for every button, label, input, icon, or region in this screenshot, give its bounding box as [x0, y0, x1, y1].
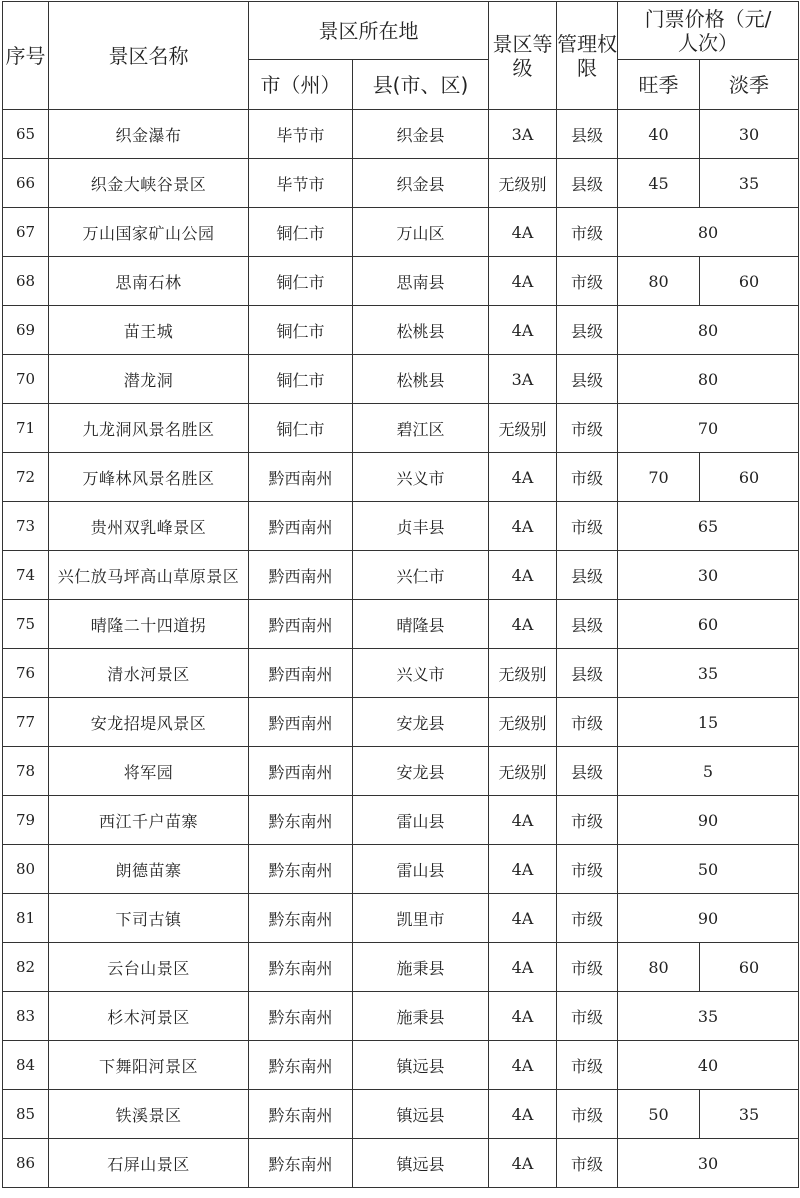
cell-price: 60 [618, 600, 799, 649]
cell-name: 将军园 [49, 747, 249, 796]
table-header [3, 2, 799, 110]
cell-county: 施秉县 [353, 943, 489, 992]
cell-name: 晴隆二十四道拐 [49, 600, 249, 649]
table-row [3, 502, 799, 551]
cell-county: 贞丰县 [353, 502, 489, 551]
cell-county: 凯里市 [353, 894, 489, 943]
cell-city: 黔东南州 [249, 1139, 353, 1188]
cell-city: 黔西南州 [249, 698, 353, 747]
cell-seq: 66 [3, 159, 49, 208]
cell-name: 思南石林 [49, 257, 249, 306]
table-row [3, 1139, 799, 1188]
cell-peak-price: 45 [618, 159, 700, 208]
cell-level: 4A [489, 796, 557, 845]
cell-city: 黔东南州 [249, 796, 353, 845]
table-row [3, 943, 799, 992]
cell-name: 西江千户苗寨 [49, 796, 249, 845]
table-row [3, 600, 799, 649]
header-seq: 序号 [3, 2, 49, 110]
cell-off-price: 35 [700, 1090, 799, 1139]
cell-seq: 71 [3, 404, 49, 453]
table-row [3, 1090, 799, 1139]
header-price: 门票价格（元/人次） [618, 2, 799, 60]
cell-name: 下舞阳河景区 [49, 1041, 249, 1090]
cell-name: 朗德苗寨 [49, 845, 249, 894]
table-row [3, 747, 799, 796]
cell-price: 50 [618, 845, 799, 894]
cell-level: 无级别 [489, 159, 557, 208]
cell-city: 黔西南州 [249, 453, 353, 502]
cell-city: 毕节市 [249, 110, 353, 159]
cell-seq: 68 [3, 257, 49, 306]
cell-authority: 市级 [557, 1090, 618, 1139]
table-row [3, 894, 799, 943]
table-row [3, 208, 799, 257]
cell-seq: 76 [3, 649, 49, 698]
cell-level: 4A [489, 208, 557, 257]
cell-level: 4A [489, 502, 557, 551]
cell-city: 黔西南州 [249, 502, 353, 551]
cell-city: 铜仁市 [249, 208, 353, 257]
cell-seq: 86 [3, 1139, 49, 1188]
cell-price: 30 [618, 1139, 799, 1188]
table-body [3, 110, 799, 1188]
cell-county: 雷山县 [353, 796, 489, 845]
cell-county: 织金县 [353, 110, 489, 159]
cell-authority: 县级 [557, 110, 618, 159]
header-authority: 管理权限 [557, 2, 618, 110]
table-row [3, 257, 799, 306]
cell-city: 铜仁市 [249, 355, 353, 404]
cell-seq: 81 [3, 894, 49, 943]
cell-level: 4A [489, 600, 557, 649]
cell-off-price: 60 [700, 257, 799, 306]
header-city: 市（州） [249, 60, 353, 110]
cell-name: 万山国家矿山公园 [49, 208, 249, 257]
cell-authority: 市级 [557, 698, 618, 747]
cell-price: 40 [618, 1041, 799, 1090]
cell-seq: 85 [3, 1090, 49, 1139]
cell-city: 铜仁市 [249, 404, 353, 453]
cell-county: 松桃县 [353, 355, 489, 404]
cell-level: 3A [489, 110, 557, 159]
header-county: 县(市、区) [353, 60, 489, 110]
cell-seq: 69 [3, 306, 49, 355]
cell-authority: 市级 [557, 502, 618, 551]
cell-seq: 73 [3, 502, 49, 551]
cell-county: 万山区 [353, 208, 489, 257]
cell-level: 无级别 [489, 649, 557, 698]
cell-seq: 65 [3, 110, 49, 159]
cell-county: 松桃县 [353, 306, 489, 355]
cell-name: 杉木河景区 [49, 992, 249, 1041]
cell-authority: 市级 [557, 1139, 618, 1188]
cell-level: 4A [489, 894, 557, 943]
cell-name: 云台山景区 [49, 943, 249, 992]
cell-authority: 县级 [557, 306, 618, 355]
cell-county: 织金县 [353, 159, 489, 208]
cell-price: 80 [618, 208, 799, 257]
cell-name: 织金瀑布 [49, 110, 249, 159]
cell-price: 65 [618, 502, 799, 551]
cell-name: 苗王城 [49, 306, 249, 355]
cell-price: 35 [618, 992, 799, 1041]
table-row [3, 306, 799, 355]
cell-price: 35 [618, 649, 799, 698]
cell-authority: 县级 [557, 747, 618, 796]
cell-level: 4A [489, 257, 557, 306]
cell-level: 4A [489, 1090, 557, 1139]
cell-price: 80 [618, 355, 799, 404]
cell-name: 石屏山景区 [49, 1139, 249, 1188]
cell-authority: 市级 [557, 943, 618, 992]
cell-name: 兴仁放马坪高山草原景区 [49, 551, 249, 600]
table-row [3, 649, 799, 698]
table-row [3, 453, 799, 502]
cell-level: 4A [489, 551, 557, 600]
cell-city: 黔西南州 [249, 600, 353, 649]
cell-price: 70 [618, 404, 799, 453]
cell-name: 潜龙洞 [49, 355, 249, 404]
cell-off-price: 35 [700, 159, 799, 208]
cell-city: 黔东南州 [249, 1041, 353, 1090]
cell-county: 安龙县 [353, 698, 489, 747]
cell-county: 雷山县 [353, 845, 489, 894]
cell-county: 兴义市 [353, 649, 489, 698]
cell-price: 5 [618, 747, 799, 796]
cell-off-price: 60 [700, 453, 799, 502]
cell-city: 黔东南州 [249, 845, 353, 894]
cell-price: 15 [618, 698, 799, 747]
header-off: 淡季 [700, 60, 799, 110]
cell-name: 织金大峡谷景区 [49, 159, 249, 208]
cell-seq: 75 [3, 600, 49, 649]
cell-seq: 82 [3, 943, 49, 992]
header-peak: 旺季 [618, 60, 700, 110]
cell-level: 4A [489, 845, 557, 894]
cell-authority: 市级 [557, 257, 618, 306]
header-name: 景区名称 [49, 2, 249, 110]
table-row [3, 110, 799, 159]
table-row [3, 698, 799, 747]
cell-level: 4A [489, 1041, 557, 1090]
cell-authority: 县级 [557, 649, 618, 698]
cell-level: 无级别 [489, 747, 557, 796]
cell-city: 毕节市 [249, 159, 353, 208]
table-row [3, 845, 799, 894]
cell-city: 铜仁市 [249, 306, 353, 355]
cell-name: 九龙洞风景名胜区 [49, 404, 249, 453]
table-row [3, 1041, 799, 1090]
cell-authority: 市级 [557, 453, 618, 502]
cell-name: 清水河景区 [49, 649, 249, 698]
cell-peak-price: 80 [618, 943, 700, 992]
table-row [3, 551, 799, 600]
cell-level: 3A [489, 355, 557, 404]
cell-name: 万峰林风景名胜区 [49, 453, 249, 502]
cell-level: 4A [489, 1139, 557, 1188]
cell-name: 贵州双乳峰景区 [49, 502, 249, 551]
table-row [3, 992, 799, 1041]
cell-off-price: 60 [700, 943, 799, 992]
cell-seq: 83 [3, 992, 49, 1041]
cell-county: 兴义市 [353, 453, 489, 502]
cell-price: 30 [618, 551, 799, 600]
cell-peak-price: 50 [618, 1090, 700, 1139]
cell-city: 铜仁市 [249, 257, 353, 306]
cell-authority: 县级 [557, 600, 618, 649]
header-level: 景区等级 [489, 2, 557, 110]
cell-price: 90 [618, 894, 799, 943]
cell-county: 镇远县 [353, 1090, 489, 1139]
cell-seq: 78 [3, 747, 49, 796]
cell-seq: 72 [3, 453, 49, 502]
cell-county: 晴隆县 [353, 600, 489, 649]
cell-city: 黔东南州 [249, 1090, 353, 1139]
cell-seq: 84 [3, 1041, 49, 1090]
cell-peak-price: 80 [618, 257, 700, 306]
cell-level: 4A [489, 453, 557, 502]
cell-price: 80 [618, 306, 799, 355]
cell-authority: 市级 [557, 992, 618, 1041]
cell-authority: 市级 [557, 1041, 618, 1090]
cell-county: 思南县 [353, 257, 489, 306]
table-row [3, 796, 799, 845]
cell-city: 黔西南州 [249, 551, 353, 600]
header-location: 景区所在地 [249, 2, 489, 60]
cell-authority: 市级 [557, 404, 618, 453]
cell-peak-price: 40 [618, 110, 700, 159]
cell-level: 4A [489, 943, 557, 992]
cell-level: 无级别 [489, 404, 557, 453]
cell-name: 铁溪景区 [49, 1090, 249, 1139]
cell-seq: 80 [3, 845, 49, 894]
cell-level: 4A [489, 306, 557, 355]
cell-county: 碧江区 [353, 404, 489, 453]
table-row [3, 355, 799, 404]
cell-authority: 县级 [557, 355, 618, 404]
cell-authority: 市级 [557, 894, 618, 943]
cell-authority: 市级 [557, 796, 618, 845]
cell-name: 安龙招堤风景区 [49, 698, 249, 747]
cell-authority: 市级 [557, 845, 618, 894]
cell-county: 安龙县 [353, 747, 489, 796]
cell-city: 黔东南州 [249, 894, 353, 943]
cell-seq: 77 [3, 698, 49, 747]
cell-price: 90 [618, 796, 799, 845]
cell-off-price: 30 [700, 110, 799, 159]
cell-level: 4A [489, 992, 557, 1041]
cell-peak-price: 70 [618, 453, 700, 502]
cell-seq: 79 [3, 796, 49, 845]
cell-authority: 县级 [557, 551, 618, 600]
cell-county: 镇远县 [353, 1041, 489, 1090]
cell-county: 施秉县 [353, 992, 489, 1041]
table-row [3, 159, 799, 208]
cell-county: 镇远县 [353, 1139, 489, 1188]
cell-city: 黔西南州 [249, 747, 353, 796]
cell-city: 黔东南州 [249, 992, 353, 1041]
cell-county: 兴仁市 [353, 551, 489, 600]
cell-level: 无级别 [489, 698, 557, 747]
scenic-spots-price-table [2, 1, 799, 1188]
cell-authority: 县级 [557, 159, 618, 208]
cell-seq: 70 [3, 355, 49, 404]
cell-city: 黔东南州 [249, 943, 353, 992]
cell-authority: 市级 [557, 208, 618, 257]
cell-city: 黔西南州 [249, 649, 353, 698]
table-row [3, 404, 799, 453]
cell-seq: 74 [3, 551, 49, 600]
cell-name: 下司古镇 [49, 894, 249, 943]
cell-seq: 67 [3, 208, 49, 257]
